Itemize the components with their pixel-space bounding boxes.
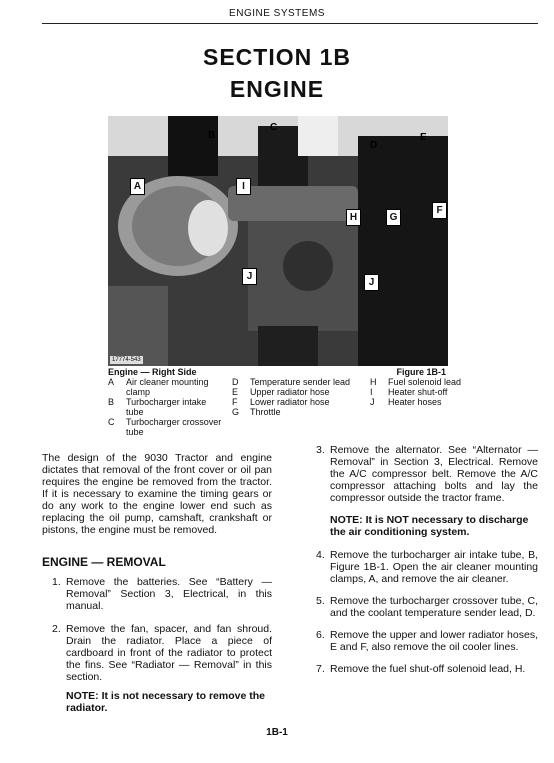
step-item bbox=[52, 623, 272, 683]
figure-label-d: D bbox=[370, 140, 378, 151]
legend-column-3 bbox=[370, 377, 480, 407]
step-item bbox=[316, 444, 538, 504]
step-item bbox=[316, 549, 538, 585]
figure-label-c: C bbox=[270, 122, 278, 133]
step-item bbox=[52, 576, 272, 612]
legend-key: D bbox=[232, 377, 239, 387]
figure-label-e: E bbox=[420, 132, 427, 143]
figure-caption-title: Engine — Right Side bbox=[108, 367, 197, 377]
legend-key: I bbox=[370, 387, 373, 397]
step-item bbox=[316, 663, 538, 675]
intro-paragraph: The design of the 9030 Tractor and engine dictates that removal of the front cover or oil pan requires the engine be removed from the tractor. If it is necessary to examine the timing gears or do any work to the engine lower end such as replacing the oil pump, camshaft, crankshaft or pistons, the engine must be removed. bbox=[42, 452, 272, 536]
legend-column-2 bbox=[232, 377, 362, 417]
legend-text: Temperature sender lead bbox=[250, 377, 351, 387]
removal-heading: ENGINE — REMOVAL bbox=[42, 555, 166, 569]
figure-label-j-left: J bbox=[242, 268, 257, 285]
figure-label-h: H bbox=[346, 209, 361, 226]
figure-label-f: F bbox=[432, 202, 447, 219]
legend-key: B bbox=[108, 397, 115, 407]
left-steps bbox=[52, 576, 272, 683]
legend-text: Heater shut-off bbox=[388, 387, 448, 397]
step-number: 6. bbox=[316, 629, 325, 641]
figure-number: Figure 1B-1 bbox=[396, 367, 446, 377]
legend-key: J bbox=[370, 397, 375, 407]
legend-key: G bbox=[232, 407, 240, 417]
step-text: Remove the turbocharger crossover tube, C, and the coolant temperature sender lead, D. bbox=[330, 595, 538, 619]
step-text: Remove the turbocharger air intake tube, B, Figure 1B-1. Open the air cleaner mounting clamps, A, and remove the air cleaner. bbox=[330, 549, 538, 585]
legend-key: F bbox=[232, 397, 238, 407]
legend-text: Air cleaner mounting clamp bbox=[126, 377, 209, 397]
step-text: Remove the batteries. See “Battery — Removal” Section 3, Electrical, in this manual. bbox=[66, 576, 272, 612]
step-number: 4. bbox=[316, 549, 325, 561]
legend-text: Fuel solenoid lead bbox=[388, 377, 462, 387]
figure-label-a: A bbox=[130, 178, 145, 195]
figure-label-i: I bbox=[236, 178, 251, 195]
legend-text: Throttle bbox=[250, 407, 281, 417]
step-number: 2. bbox=[52, 623, 61, 635]
figure-label-b: B bbox=[208, 130, 216, 141]
note-radiator: NOTE: It is not necessary to remove the radiator. bbox=[66, 690, 265, 714]
figure-label-g: G bbox=[386, 209, 401, 226]
legend-text: Turbocharger intake tube bbox=[126, 397, 207, 417]
photo-id: 17774-543 bbox=[112, 357, 141, 363]
legend-key: C bbox=[108, 417, 115, 427]
legend-text: Lower radiator hose bbox=[250, 397, 330, 407]
legend-text: Upper radiator hose bbox=[250, 387, 330, 397]
legend-key: A bbox=[108, 377, 115, 387]
step-number: 3. bbox=[316, 444, 325, 456]
header-rule bbox=[42, 23, 538, 24]
legend-column-1 bbox=[108, 377, 226, 437]
section-subtitle: ENGINE bbox=[229, 76, 325, 102]
step-text: Remove the upper and lower radiator hoses, E and F, also remove the oil cooler lines. bbox=[330, 629, 538, 653]
step-number: 5. bbox=[316, 595, 325, 607]
note-ac: NOTE: It is NOT necessary to discharge the air conditioning system. bbox=[330, 514, 529, 538]
legend-key: E bbox=[232, 387, 239, 397]
page-number: 1B-1 bbox=[266, 727, 288, 738]
step-text: Remove the fan, spacer, and fan shroud. Drain the radiator. Place a piece of cardboard in front of the radiator to protect the fins. See “Radiator — Removal” in this section. bbox=[66, 623, 272, 683]
legend-text: Turbocharger crossover tube bbox=[126, 417, 222, 437]
step-text: Remove the fuel shut-off solenoid lead, H. bbox=[330, 663, 526, 675]
figure-label-j-right: J bbox=[364, 274, 379, 291]
section-title: SECTION 1B bbox=[202, 44, 352, 70]
legend-key: H bbox=[370, 377, 377, 387]
step-number: 7. bbox=[316, 663, 325, 675]
step-item bbox=[316, 629, 538, 653]
engine-photo bbox=[108, 116, 448, 366]
running-header: ENGINE SYSTEMS bbox=[229, 8, 325, 19]
step-number: 1. bbox=[52, 576, 61, 588]
step-item bbox=[316, 595, 538, 619]
legend-text: Heater hoses bbox=[388, 397, 442, 407]
right-steps bbox=[316, 444, 538, 675]
step-text: Remove the alternator. See “Alternator — Removal” in Section 3, Electrical. Remove the A/C compressor belt. Remove the A/C compressor attaching bolts and lay the compressor outside the tractor frame. bbox=[330, 444, 538, 504]
